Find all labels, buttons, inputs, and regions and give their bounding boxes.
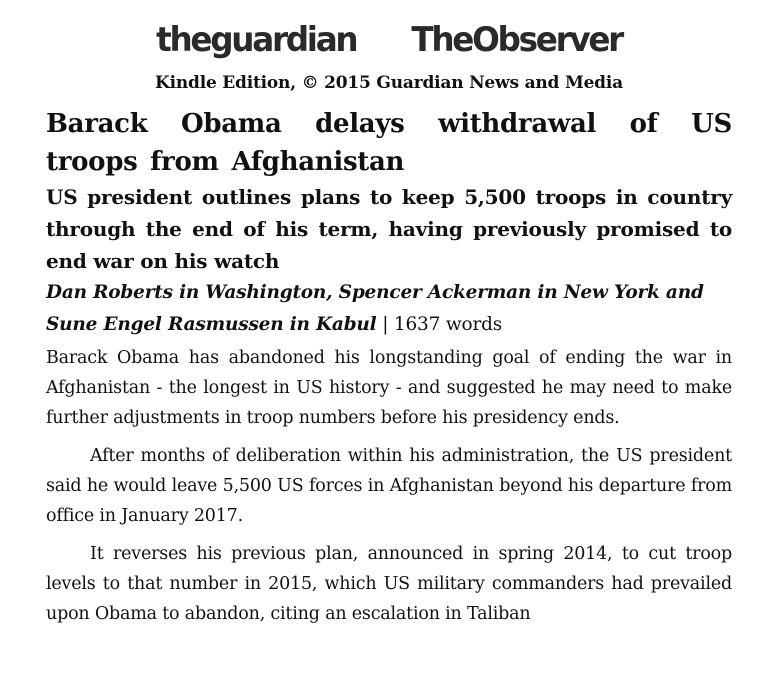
mastheads xyxy=(46,16,732,64)
paragraph: It reverses his previous plan, announced in spring 2014, to cut troop levels to that number in 2015, which US military commanders had prevailed upon Obama to abandon, citing an escalation in Taliban xyxy=(46,544,732,624)
standfirst: US president outlines plans to keep 5,500 troops in country through the end of his term, having previously promised to end war on his watch xyxy=(46,185,732,273)
edition-notice: Kindle Edition, © 2015 Guardian News and Media xyxy=(155,73,623,93)
byline-authors: Dan Roberts in Washington, Spencer Ackerman in New York and Sune Engel Rasmussen in Kabul xyxy=(46,282,704,335)
guardian-logo: theguardian xyxy=(156,20,357,60)
article-body xyxy=(46,343,732,629)
headline: Barack Obama delays withdrawal of US troops from Afghanistan xyxy=(46,109,732,177)
byline-separator: | xyxy=(376,314,394,335)
observer-logo: TheObserver xyxy=(410,20,622,60)
paragraph: Barack Obama has abandoned his longstanding goal of ending the war in Afghanistan - the longest in US history - and suggested he may need to make further adjustments in troop numbers before his presidency ends. xyxy=(46,348,732,428)
article-page xyxy=(46,0,732,629)
paragraph: After months of deliberation within his administration, the US president said he would leave 5,500 US forces in Afghanistan beyond his departure from office in January 2017. xyxy=(46,446,732,526)
byline xyxy=(46,277,732,341)
word-count: 1637 words xyxy=(393,314,503,335)
